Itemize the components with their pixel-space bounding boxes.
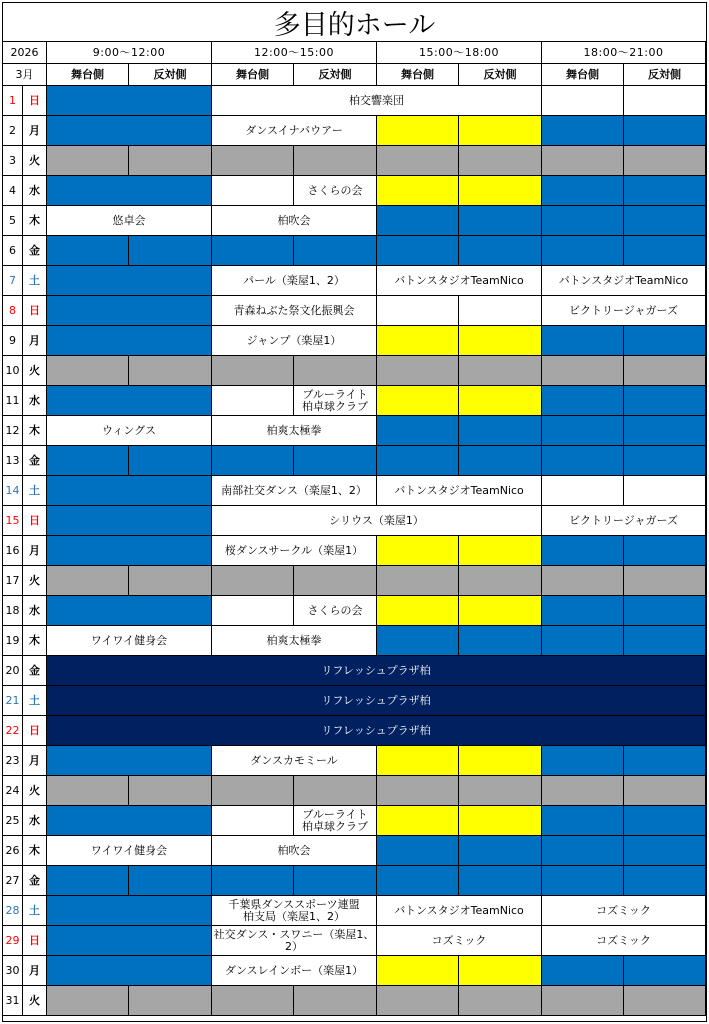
slot-cell — [624, 746, 706, 776]
slot-cell — [542, 146, 624, 176]
day-of-week: 月 — [23, 956, 47, 986]
booking-cell: 柏爽太極拳 — [212, 416, 377, 446]
day-of-week: 水 — [23, 176, 47, 206]
header-row-sides — [3, 64, 706, 86]
slot-cell — [542, 956, 624, 986]
opposite-side-header: 反対側 — [294, 64, 377, 86]
slot-cell — [47, 896, 212, 926]
slot-header: 12:00～15:00 — [212, 42, 377, 64]
slot-cell — [377, 236, 459, 266]
booking-cell: ブルーライト 柏卓球クラブ — [294, 386, 377, 416]
day-number: 31 — [3, 986, 23, 1016]
booking-cell: 千葉県ダンススポーツ連盟 柏支局（楽屋1、2） — [212, 896, 377, 926]
day-of-week: 水 — [23, 806, 47, 836]
slot-cell — [624, 356, 706, 386]
day-number: 2 — [3, 116, 23, 146]
slot-cell — [377, 206, 459, 236]
slot-cell — [542, 566, 624, 596]
day-of-week: 木 — [23, 416, 47, 446]
slot-cell — [294, 776, 377, 806]
day-row — [3, 926, 706, 956]
slot-cell — [47, 116, 212, 146]
day-of-week: 日 — [23, 926, 47, 956]
slot-cell — [624, 596, 706, 626]
slot-cell — [47, 176, 212, 206]
day-row — [3, 806, 706, 836]
day-of-week: 土 — [23, 896, 47, 926]
slot-cell — [542, 176, 624, 206]
slot-cell — [542, 746, 624, 776]
day-number: 25 — [3, 806, 23, 836]
day-number: 22 — [3, 716, 23, 746]
booking-cell: 柏交響楽団 — [212, 86, 542, 116]
slot-cell — [294, 566, 377, 596]
booking-cell: コズミック — [542, 926, 706, 956]
slot-cell — [459, 206, 542, 236]
schedule-table — [2, 41, 706, 1016]
booking-cell: 青森ねぶた祭文化振興会 — [212, 296, 377, 326]
slot-cell — [459, 116, 542, 146]
slot-cell — [459, 956, 542, 986]
day-of-week: 金 — [23, 866, 47, 896]
year-label: 2026 — [3, 42, 47, 64]
slot-cell — [212, 806, 294, 836]
slot-cell — [377, 566, 459, 596]
day-of-week: 木 — [23, 836, 47, 866]
slot-cell — [129, 446, 212, 476]
day-of-week: 金 — [23, 446, 47, 476]
slot-cell — [542, 626, 624, 656]
slot-cell — [377, 446, 459, 476]
stage-side-header: 舞台側 — [377, 64, 459, 86]
slot-header: 15:00～18:00 — [377, 42, 542, 64]
booking-cell: ビクトリージャガーズ — [542, 506, 706, 536]
day-number: 8 — [3, 296, 23, 326]
day-row — [3, 476, 706, 506]
day-number: 11 — [3, 386, 23, 416]
slot-cell — [47, 566, 129, 596]
booking-cell: 桜ダンスサークル（楽屋1） — [212, 536, 377, 566]
slot-cell — [624, 236, 706, 266]
day-number: 28 — [3, 896, 23, 926]
day-number: 7 — [3, 266, 23, 296]
slot-cell — [212, 176, 294, 206]
slot-cell — [459, 146, 542, 176]
slot-cell — [542, 116, 624, 146]
day-row — [3, 446, 706, 476]
booking-cell: パール（楽屋1、2） — [212, 266, 377, 296]
booking-cell: ワイワイ健身会 — [47, 626, 212, 656]
slot-cell — [47, 986, 129, 1016]
slot-cell — [542, 536, 624, 566]
booking-cell: コズミック — [377, 926, 542, 956]
day-row — [3, 206, 706, 236]
slot-cell — [624, 836, 706, 866]
slot-cell — [542, 866, 624, 896]
day-number: 1 — [3, 86, 23, 116]
booking-cell: シリウス（楽屋1） — [212, 506, 542, 536]
slot-cell — [459, 866, 542, 896]
booking-cell: ダンスレインボー（楽屋1） — [212, 956, 377, 986]
day-row — [3, 836, 706, 866]
slot-cell — [377, 326, 459, 356]
slot-cell — [212, 986, 294, 1016]
day-number: 12 — [3, 416, 23, 446]
slot-cell — [47, 926, 212, 956]
day-row — [3, 266, 706, 296]
slot-cell — [212, 776, 294, 806]
slot-cell — [212, 596, 294, 626]
slot-cell — [47, 506, 212, 536]
day-of-week: 金 — [23, 656, 47, 686]
slot-cell — [377, 596, 459, 626]
day-of-week: 土 — [23, 476, 47, 506]
slot-cell — [542, 596, 624, 626]
slot-cell — [294, 146, 377, 176]
slot-cell — [624, 986, 706, 1016]
booking-cell: バトンスタジオTeamNico — [377, 266, 542, 296]
slot-cell — [459, 326, 542, 356]
day-number: 18 — [3, 596, 23, 626]
day-of-week: 月 — [23, 536, 47, 566]
slot-cell — [624, 326, 706, 356]
slot-cell — [47, 806, 212, 836]
booking-cell: バトンスタジオTeamNico — [542, 266, 706, 296]
slot-cell — [129, 566, 212, 596]
day-number: 21 — [3, 686, 23, 716]
day-number: 30 — [3, 956, 23, 986]
day-number: 20 — [3, 656, 23, 686]
slot-cell — [129, 776, 212, 806]
day-of-week: 日 — [23, 296, 47, 326]
day-of-week: 火 — [23, 776, 47, 806]
day-row — [3, 656, 706, 686]
day-number: 6 — [3, 236, 23, 266]
slot-cell — [459, 626, 542, 656]
slot-cell — [47, 266, 212, 296]
slot-cell — [47, 956, 212, 986]
day-of-week: 月 — [23, 116, 47, 146]
day-row — [3, 176, 706, 206]
booking-cell: リフレッシュプラザ柏 — [47, 686, 706, 716]
booking-cell: ウィングス — [47, 416, 212, 446]
slot-cell — [47, 446, 129, 476]
slot-cell — [212, 566, 294, 596]
slot-cell — [542, 206, 624, 236]
slot-cell — [459, 836, 542, 866]
slot-cell — [377, 626, 459, 656]
slot-cell — [47, 296, 212, 326]
day-row — [3, 386, 706, 416]
day-row — [3, 86, 706, 116]
day-of-week: 土 — [23, 686, 47, 716]
booking-cell: 柏吹会 — [212, 206, 377, 236]
slot-cell — [459, 536, 542, 566]
slot-cell — [47, 86, 212, 116]
slot-cell — [624, 446, 706, 476]
day-number: 14 — [3, 476, 23, 506]
slot-cell — [542, 986, 624, 1016]
day-of-week: 火 — [23, 566, 47, 596]
slot-cell — [377, 386, 459, 416]
slot-cell — [377, 416, 459, 446]
slot-cell — [624, 416, 706, 446]
slot-cell — [624, 536, 706, 566]
day-of-week: 日 — [23, 86, 47, 116]
slot-cell — [294, 986, 377, 1016]
day-row — [3, 236, 706, 266]
slot-cell — [459, 446, 542, 476]
booking-cell: さくらの会 — [294, 596, 377, 626]
slot-cell — [47, 866, 129, 896]
day-number: 9 — [3, 326, 23, 356]
slot-cell — [542, 836, 624, 866]
slot-cell — [542, 776, 624, 806]
slot-cell — [624, 626, 706, 656]
slot-cell — [624, 776, 706, 806]
day-of-week: 金 — [23, 236, 47, 266]
day-of-week: 木 — [23, 626, 47, 656]
day-row — [3, 776, 706, 806]
slot-cell — [542, 446, 624, 476]
slot-cell — [212, 866, 294, 896]
day-of-week: 火 — [23, 146, 47, 176]
slot-cell — [377, 956, 459, 986]
slot-cell — [294, 236, 377, 266]
day-row — [3, 566, 706, 596]
slot-cell — [47, 356, 129, 386]
slot-cell — [459, 596, 542, 626]
day-of-week: 木 — [23, 206, 47, 236]
day-of-week: 水 — [23, 386, 47, 416]
slot-cell — [542, 476, 624, 506]
day-number: 16 — [3, 536, 23, 566]
slot-cell — [377, 806, 459, 836]
slot-cell — [459, 176, 542, 206]
day-of-week: 月 — [23, 746, 47, 776]
slot-cell — [459, 416, 542, 446]
slot-cell — [129, 866, 212, 896]
slot-cell — [47, 236, 129, 266]
slot-cell — [624, 206, 706, 236]
day-row — [3, 716, 706, 746]
day-row — [3, 296, 706, 326]
day-of-week: 水 — [23, 596, 47, 626]
booking-cell: ダンスカモミール — [212, 746, 377, 776]
day-number: 27 — [3, 866, 23, 896]
slot-cell — [129, 236, 212, 266]
slot-cell — [47, 776, 129, 806]
slot-cell — [377, 296, 459, 326]
slot-cell — [624, 806, 706, 836]
slot-cell — [377, 836, 459, 866]
day-number: 23 — [3, 746, 23, 776]
slot-cell — [542, 416, 624, 446]
booking-cell: さくらの会 — [294, 176, 377, 206]
slot-cell — [624, 566, 706, 596]
day-number: 15 — [3, 506, 23, 536]
slot-cell — [212, 236, 294, 266]
opposite-side-header: 反対側 — [624, 64, 706, 86]
slot-cell — [459, 356, 542, 386]
day-row — [3, 506, 706, 536]
booking-cell: 柏爽太極拳 — [212, 626, 377, 656]
opposite-side-header: 反対側 — [129, 64, 212, 86]
slot-cell — [294, 866, 377, 896]
day-of-week: 日 — [23, 506, 47, 536]
day-row — [3, 596, 706, 626]
page-title: 多目的ホール — [2, 2, 707, 42]
booking-cell: ジャンプ（楽屋1） — [212, 326, 377, 356]
slot-cell — [129, 146, 212, 176]
slot-cell — [624, 176, 706, 206]
day-row — [3, 986, 706, 1016]
slot-cell — [542, 86, 624, 116]
slot-cell — [542, 386, 624, 416]
slot-cell — [47, 326, 212, 356]
slot-cell — [624, 86, 706, 116]
day-number: 26 — [3, 836, 23, 866]
slot-cell — [377, 776, 459, 806]
day-row — [3, 146, 706, 176]
day-of-week: 土 — [23, 266, 47, 296]
day-number: 5 — [3, 206, 23, 236]
slot-cell — [459, 806, 542, 836]
month-label: 3月 — [3, 64, 47, 86]
slot-cell — [459, 566, 542, 596]
stage-side-header: 舞台側 — [212, 64, 294, 86]
slot-cell — [624, 866, 706, 896]
day-number: 29 — [3, 926, 23, 956]
day-number: 10 — [3, 356, 23, 386]
slot-cell — [377, 146, 459, 176]
slot-cell — [542, 326, 624, 356]
slot-cell — [624, 476, 706, 506]
header-row-times — [3, 42, 706, 64]
day-number: 19 — [3, 626, 23, 656]
booking-cell: 社交ダンス・スワニー（楽屋1、2） — [212, 926, 377, 956]
slot-cell — [129, 356, 212, 386]
slot-cell — [377, 116, 459, 146]
slot-header: 18:00～21:00 — [542, 42, 706, 64]
slot-cell — [459, 296, 542, 326]
slot-cell — [377, 356, 459, 386]
day-row — [3, 896, 706, 926]
slot-cell — [377, 746, 459, 776]
day-number: 3 — [3, 146, 23, 176]
slot-cell — [542, 806, 624, 836]
slot-cell — [459, 236, 542, 266]
day-row — [3, 866, 706, 896]
day-row — [3, 326, 706, 356]
slot-cell — [459, 776, 542, 806]
slot-cell — [129, 986, 212, 1016]
booking-cell: バトンスタジオTeamNico — [377, 476, 542, 506]
day-of-week: 日 — [23, 716, 47, 746]
booking-cell: 南部社交ダンス（楽屋1、2） — [212, 476, 377, 506]
slot-cell — [377, 536, 459, 566]
slot-cell — [377, 986, 459, 1016]
day-row — [3, 746, 706, 776]
slot-cell — [377, 176, 459, 206]
booking-cell: 柏吹会 — [212, 836, 377, 866]
slot-cell — [47, 596, 212, 626]
booking-cell: ビクトリージャガーズ — [542, 296, 706, 326]
booking-cell: 悠卓会 — [47, 206, 212, 236]
slot-cell — [47, 386, 212, 416]
slot-cell — [47, 536, 212, 566]
booking-cell: バトンスタジオTeamNico — [377, 896, 542, 926]
day-of-week: 月 — [23, 326, 47, 356]
day-number: 24 — [3, 776, 23, 806]
slot-cell — [212, 446, 294, 476]
day-number: 17 — [3, 566, 23, 596]
booking-cell: ワイワイ健身会 — [47, 836, 212, 866]
stage-side-header: 舞台側 — [542, 64, 624, 86]
day-row — [3, 536, 706, 566]
day-row — [3, 416, 706, 446]
slot-cell — [624, 386, 706, 416]
day-row — [3, 116, 706, 146]
day-row — [3, 626, 706, 656]
slot-cell — [542, 236, 624, 266]
day-row — [3, 356, 706, 386]
slot-cell — [542, 356, 624, 386]
day-row — [3, 686, 706, 716]
slot-cell — [47, 476, 212, 506]
day-row — [3, 956, 706, 986]
slot-cell — [294, 446, 377, 476]
slot-cell — [47, 746, 212, 776]
booking-cell: リフレッシュプラザ柏 — [47, 656, 706, 686]
booking-cell: リフレッシュプラザ柏 — [47, 716, 706, 746]
slot-cell — [624, 956, 706, 986]
slot-cell — [624, 116, 706, 146]
slot-header: 9:00～12:00 — [47, 42, 212, 64]
day-number: 13 — [3, 446, 23, 476]
booking-cell: ブルーライト 柏卓球クラブ — [294, 806, 377, 836]
slot-cell — [459, 986, 542, 1016]
day-of-week: 火 — [23, 356, 47, 386]
slot-cell — [624, 146, 706, 176]
slot-cell — [212, 356, 294, 386]
slot-cell — [459, 746, 542, 776]
slot-cell — [47, 146, 129, 176]
stage-side-header: 舞台側 — [47, 64, 129, 86]
slot-cell — [459, 386, 542, 416]
slot-cell — [377, 866, 459, 896]
booking-cell: ダンスイナバウアー — [212, 116, 377, 146]
day-of-week: 火 — [23, 986, 47, 1016]
slot-cell — [212, 146, 294, 176]
booking-cell: コズミック — [542, 896, 706, 926]
opposite-side-header: 反対側 — [459, 64, 542, 86]
slot-cell — [294, 356, 377, 386]
slot-cell — [212, 386, 294, 416]
day-number: 4 — [3, 176, 23, 206]
